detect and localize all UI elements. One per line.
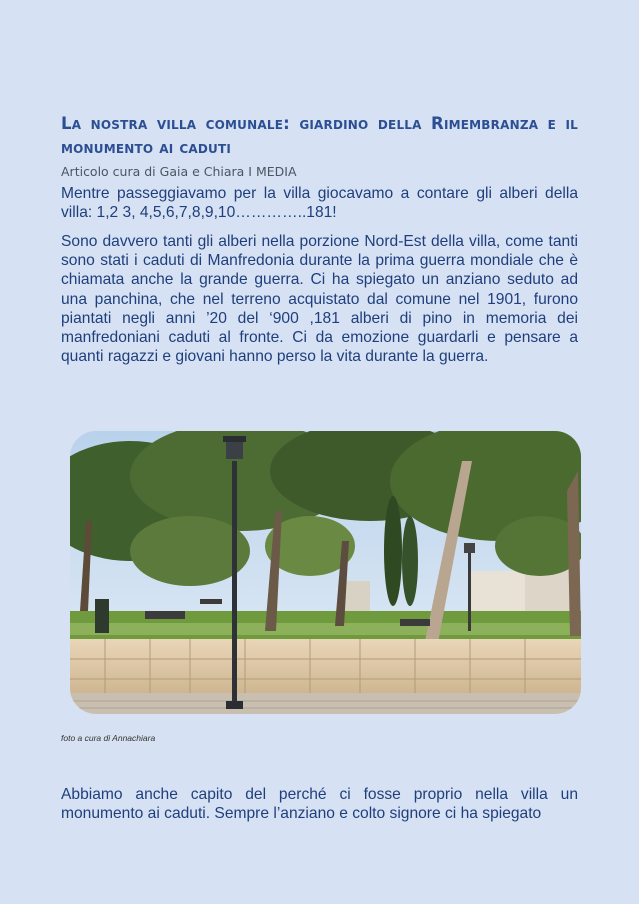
photo-caption: foto a cura di Annachiara (61, 733, 156, 743)
article-byline: Articolo cura di Gaia e Chiara I MEDIA (61, 164, 297, 179)
paragraph-trees: Sono davvero tanti gli alberi nella porzione Nord-Est della villa, come tanti sono stati i caduti di Manfredonia durante la prima guerra mondiale che è chiamata anche la grande guerra. Ci ha spiegato un anziano seduto ad una panchina, che nel terreno acquistato dal comune nel 1901, furono piantati negli anni ’20 del ‘900 ,181 alberi di pino in memoria dei manfredoniani caduti al fronte. Ci da emozione guardarli e pensare a quanti ragazzi e giovani hanno perso la vita durante la guerra. (61, 233, 578, 366)
paragraph-intro: Mentre passeggiavamo per la villa giocavamo a contare gli alberi della villa: 1,2 3, 4,5,6,7,8,9,10…………..181! (61, 185, 578, 222)
park-photo-illustration (70, 431, 581, 714)
park-photo (70, 431, 581, 714)
article-title: La nostra villa comunale: giardino della Rimembranza e il monumento ai caduti (61, 114, 578, 157)
paragraph-monument: Abbiamo anche capito del perché ci fosse proprio nella villa un monumento ai caduti. Sempre l’anziano e colto signore ci ha spiegato (61, 786, 578, 823)
